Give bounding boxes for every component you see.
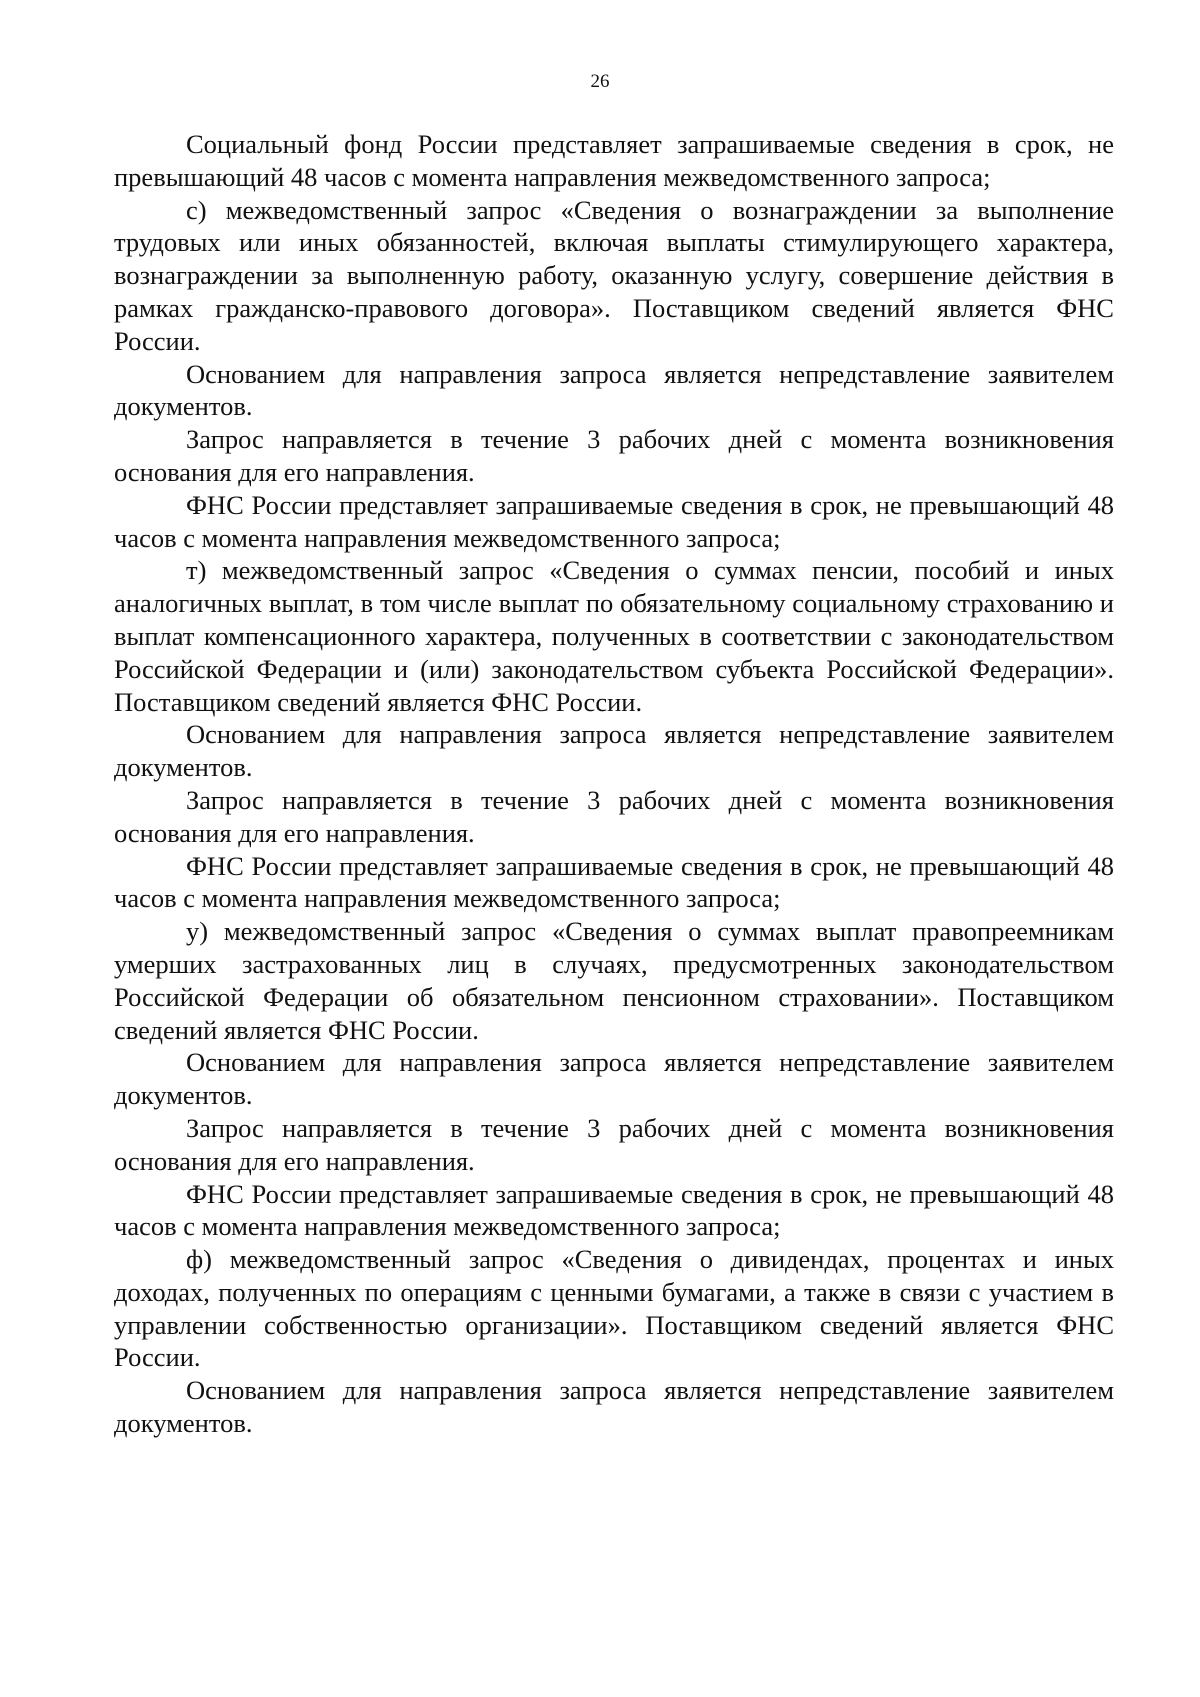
paragraph: Основанием для направления запроса является непредставление заявителем документов.: [114, 1047, 1114, 1111]
paragraph: Основанием для направления запроса является непредставление заявителем документов.: [114, 1375, 1114, 1439]
paragraph: Запрос направляется в течение 3 рабочих дней с момента возникновения основания для его направления.: [114, 784, 1114, 848]
document-body: [114, 128, 1114, 1440]
page-number: 26: [590, 71, 610, 92]
paragraph: у) межведомственный запрос «Сведения о суммах выплат правопреемникам умерших застрахованных лиц в случаях, предусмотренных законодательством Российской Федерации об обязательном пенсионном страховании». Поставщиком сведений является ФНС России.: [114, 916, 1114, 1045]
paragraph: ФНС России представляет запрашиваемые сведения в срок, не превышающий 48 часов с момента направления межведомственного запроса;: [114, 850, 1114, 914]
paragraph: Основанием для направления запроса является непредставление заявителем документов.: [114, 719, 1114, 783]
paragraph: с) межведомственный запрос «Сведения о вознаграждении за выполнение трудовых или иных обязанностей, включая выплаты стимулирующего характера, вознаграждении за выполненную работу, оказанную услугу, совершение действия в рамках гражданско-правового договора». Поставщиком сведений является ФНС России.: [114, 194, 1114, 356]
paragraph: ф) межведомственный запрос «Сведения о дивидендах, процентах и иных доходах, полученных по операциям с ценными бумагами, а также в связи с участием в управлении собственностью организации». Поставщиком сведений является ФНС России.: [114, 1244, 1114, 1373]
paragraph: ФНС России представляет запрашиваемые сведения в срок, не превышающий 48 часов с момента направления межведомственного запроса;: [114, 489, 1114, 553]
paragraph: т) межведомственный запрос «Сведения о суммах пенсии, пособий и иных аналогичных выплат, в том числе выплат по обязательному социальному страхованию и выплат компенсационного характера, полученных в соответствии с законодательством Российской Федерации и (или) законодательством субъекта Российской Федерации». Поставщиком сведений является ФНС России.: [114, 555, 1114, 717]
paragraph: Основанием для направления запроса является непредставление заявителем документов.: [114, 358, 1114, 422]
paragraph: Запрос направляется в течение 3 рабочих дней с момента возникновения основания для его направления.: [114, 424, 1114, 487]
paragraph: ФНС России представляет запрашиваемые сведения в срок, не превышающий 48 часов с момента направления межведомственного запроса;: [114, 1178, 1114, 1242]
paragraph: Социальный фонд России представляет запрашиваемые сведения в срок, не превышающий 48 часов с момента направления межведомственного запроса;: [114, 129, 1114, 192]
paragraph: Запрос направляется в течение 3 рабочих дней с момента возникновения основания для его направления.: [114, 1112, 1114, 1176]
